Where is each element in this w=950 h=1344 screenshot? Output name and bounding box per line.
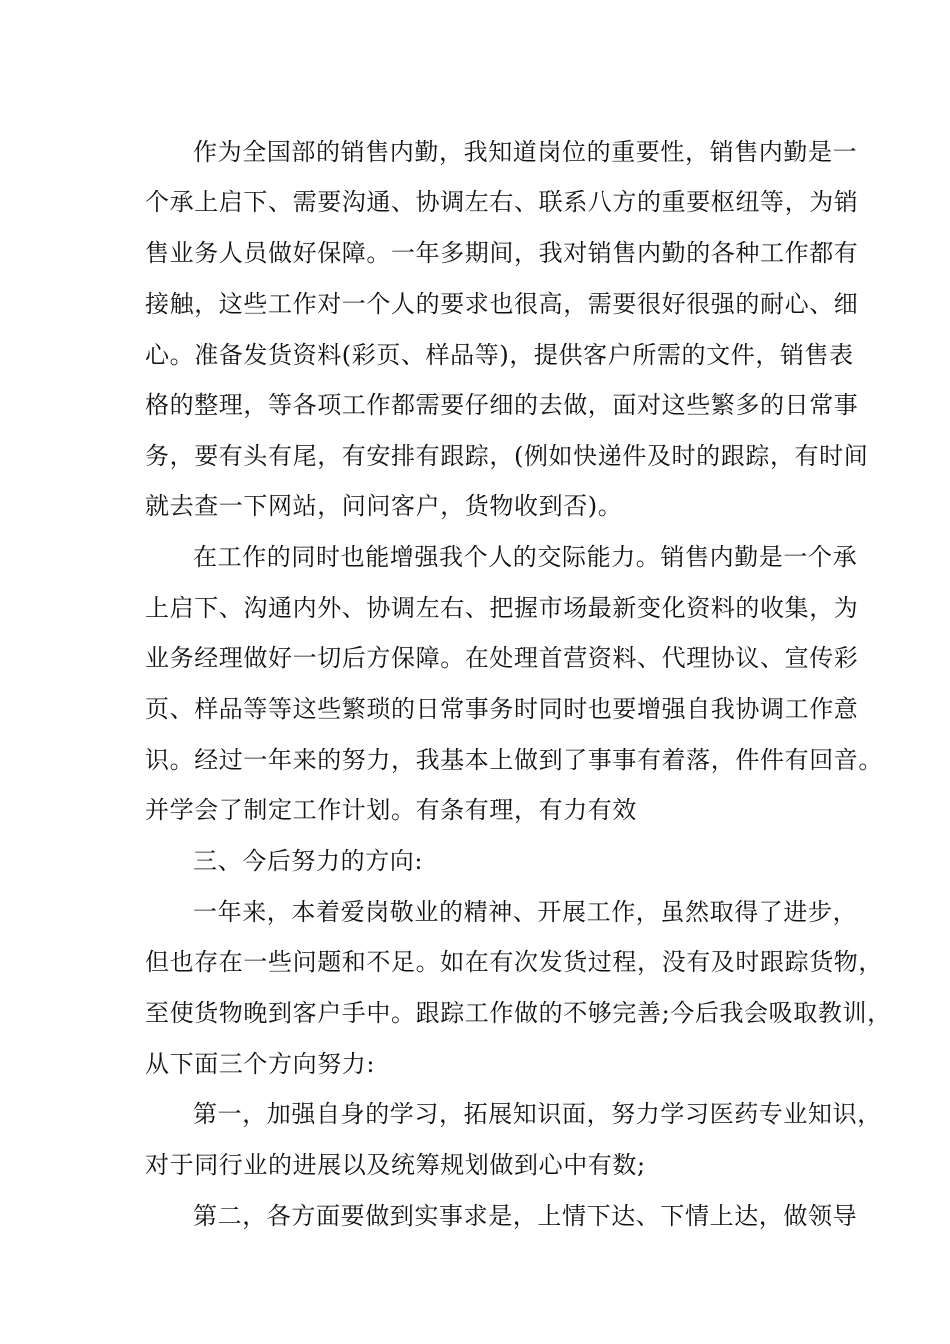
paragraph-3-line-3: 至使货物晚到客户手中。跟踪工作做的不够完善;今后我会吸取教训， bbox=[145, 999, 892, 1027]
paragraph-1-line-3: 售业务人员做好保障。一年多期间，我对销售内勤的各种工作都有 bbox=[145, 239, 859, 267]
paragraph-2-line-5: 识。经过一年来的努力，我基本上做到了事事有着落，件件有回音。 bbox=[145, 746, 883, 774]
paragraph-1-line-6: 格的整理，等各项工作都需要仔细的去做，面对这些繁多的日常事 bbox=[145, 391, 859, 419]
paragraph-4-line-2: 对于同行业的进展以及统筹规划做到心中有数; bbox=[145, 1151, 646, 1179]
paragraph-1-line-8: 就去查一下网站，问问客户，货物收到否)。 bbox=[145, 492, 623, 520]
paragraph-2-line-1: 在工作的同时也能增强我个人的交际能力。销售内勤是一个承 bbox=[193, 543, 858, 571]
paragraph-2-line-3: 业务经理做好一切后方保障。在处理首营资料、代理协议、宣传彩 bbox=[145, 644, 859, 672]
paragraph-4-line-1: 第一，加强自身的学习，拓展知识面，努力学习医药专业知识， bbox=[193, 1100, 882, 1128]
paragraph-1-line-7: 务，要有头有尾，有安排有跟踪，(例如快递件及时的跟踪，有时间 bbox=[145, 442, 869, 470]
paragraph-3-line-4: 从下面三个方向努力: bbox=[145, 1050, 376, 1078]
paragraph-1-line-2: 个承上启下、需要沟通、协调左右、联系八方的重要枢纽等，为销 bbox=[145, 188, 859, 216]
paragraph-5-line-1: 第二，各方面要做到实事求是，上情下达、下情上达，做领导 bbox=[193, 1202, 858, 1230]
paragraph-2-line-2: 上启下、沟通内外、协调左右、把握市场最新变化资料的收集，为 bbox=[145, 594, 859, 622]
paragraph-1-line-4: 接触，这些工作对一个人的要求也很高，需要很好很强的耐心、细 bbox=[145, 290, 859, 318]
paragraph-2-line-6: 并学会了制定工作计划。有条有理，有力有效 bbox=[145, 796, 637, 824]
section-heading: 三、今后努力的方向: bbox=[193, 847, 424, 875]
paragraph-1-line-1: 作为全国部的销售内勤，我知道岗位的重要性，销售内勤是一 bbox=[193, 138, 858, 166]
paragraph-3-line-1: 一年来，本着爱岗敬业的精神、开展工作，虽然取得了进步， bbox=[193, 898, 858, 926]
paragraph-3-line-2: 但也存在一些问题和不足。如在有次发货过程，没有及时跟踪货物， bbox=[145, 948, 883, 976]
paragraph-2-line-4: 页、样品等等这些繁琐的日常事务时同时也要增强自我协调工作意 bbox=[145, 695, 859, 723]
paragraph-1-line-5: 心。准备发货资料(彩页、样品等)，提供客户所需的文件，销售表 bbox=[145, 341, 854, 369]
